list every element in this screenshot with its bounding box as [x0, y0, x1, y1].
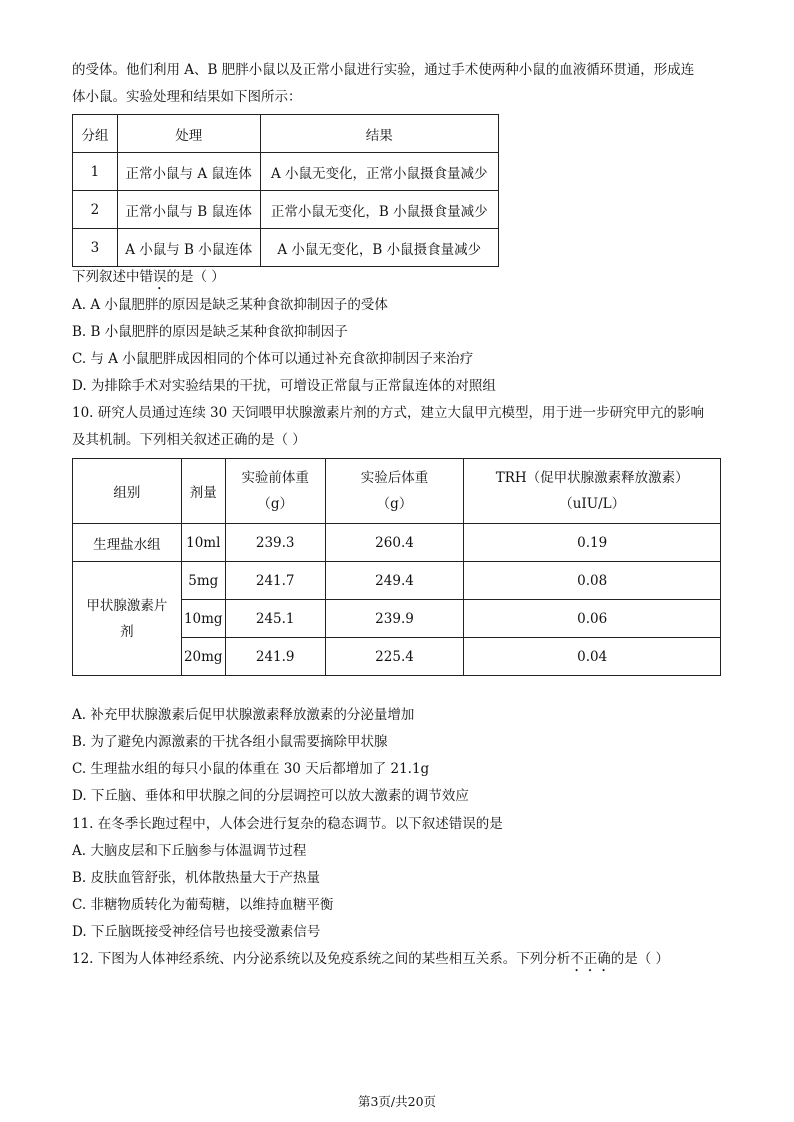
table-cell: 225.4: [325, 638, 464, 676]
table-cell: 10ml: [181, 524, 225, 562]
table-cell: 0.08: [464, 562, 721, 600]
table-cell: 正常小鼠与 B 鼠连体: [117, 191, 260, 229]
table-header: [325, 459, 464, 524]
table-cell: 20mg: [181, 638, 225, 676]
header-trh-line2: （uIU/L）: [559, 496, 626, 512]
table-cell: 正常小鼠无变化，B 小鼠摄食量减少: [260, 191, 498, 229]
q11-stem: 11. 在冬季长跑过程中，人体会进行复杂的稳态调节。以下叙述错误的是: [72, 816, 503, 832]
q10-option-d: D. 下丘脑、垂体和甲状腺之间的分层调控可以放大激素的调节效应: [72, 788, 469, 804]
table-row: [73, 153, 499, 191]
experiment-table: [72, 114, 499, 267]
q9-option-d: D. 为排除手术对实验结果的干扰，可增设正常鼠与正常鼠连体的对照组: [72, 378, 496, 394]
group-label-line1: 甲状腺激素片: [86, 597, 168, 614]
table-cell: 2: [73, 191, 118, 229]
q9-option-a: A. A 小鼠肥胖的原因是缺乏某种食欲抑制因子的受体: [72, 297, 388, 313]
table-header: 处理: [117, 115, 260, 153]
q10-stem-line-1: 10. 研究人员通过连续 30 天饲喂甲状腺激素片剂的方式，建立大鼠甲亢模型，用于进一步研究甲亢的影响: [72, 405, 705, 421]
table-cell: 10mg: [181, 600, 225, 638]
table-cell: 239.3: [225, 524, 325, 562]
table-header-row: [73, 115, 499, 153]
table-row: [73, 524, 721, 562]
q12-emphasis: 不正确: [570, 951, 611, 967]
table-cell: 正常小鼠与 A 鼠连体: [117, 153, 260, 191]
table-header-row: [73, 459, 721, 524]
thyroid-table: [72, 458, 721, 676]
header-before-line2: （g）: [257, 496, 294, 512]
table-header: 剂量: [181, 459, 225, 524]
table-cell: 0.19: [464, 524, 721, 562]
q12-stem: [72, 949, 669, 975]
q10-stem-line-2: 及其机制。下列相关叙述正确的是（ ）: [72, 432, 306, 448]
q11-option-d: D. 下丘脑既接受神经信号也接受激素信号: [72, 924, 321, 940]
q10-option-b: B. 为了避免内源激素的干扰各组小鼠需要摘除甲状腺: [72, 734, 388, 750]
table-cell: A 小鼠与 B 小鼠连体: [117, 229, 260, 267]
table-cell: A 小鼠无变化，B 小鼠摄食量减少: [260, 229, 498, 267]
table-cell: 3: [73, 229, 118, 267]
q11-option-a: A. 大脑皮层和下丘脑参与体温调节过程: [72, 843, 307, 859]
q9-option-c: C. 与 A 小鼠肥胖成因相同的个体可以通过补充食欲抑制因子来治疗: [72, 351, 474, 367]
table-cell: 0.04: [464, 638, 721, 676]
table-header: 分组: [73, 115, 118, 153]
table-cell: A 小鼠无变化，正常小鼠摄食量减少: [260, 153, 498, 191]
table-cell: 0.06: [464, 600, 721, 638]
header-before-line1: 实验前体重: [241, 470, 309, 486]
table-cell: 239.9: [325, 600, 464, 638]
q9-stem: [72, 267, 225, 293]
q9-stem-text: 下列叙述中错: [72, 269, 153, 285]
table-cell: 260.4: [325, 524, 464, 562]
q10-option-a: A. 补充甲状腺激素后促甲状腺激素释放激素的分泌量增加: [72, 707, 415, 723]
page-number: 第3页/共20页: [357, 1094, 437, 1109]
q10-option-c: C. 生理盐水组的每只小鼠的体重在 30 天后都增加了 21.1g: [72, 761, 430, 777]
group-label-line2: 剂: [120, 623, 134, 640]
table-cell: 241.7: [225, 562, 325, 600]
q12-stem-tail: 的是（ ）: [610, 951, 670, 967]
table-cell-group: [73, 562, 182, 676]
intro-line-1: 的受体。他们利用 A、B 肥胖小鼠以及正常小鼠进行实验，通过手术使两种小鼠的血液循环贯通，形成连: [72, 62, 695, 78]
table-cell: 245.1: [225, 600, 325, 638]
table-header: 结果: [260, 115, 498, 153]
table-cell: 249.4: [325, 562, 464, 600]
table-row: [73, 229, 499, 267]
table-header: [464, 459, 721, 524]
header-after-line1: 实验后体重: [360, 470, 429, 486]
intro-line-2: 体小鼠。实验处理和结果如下图所示：: [72, 89, 302, 105]
table-header: 组别: [73, 459, 182, 524]
header-trh-line1: TRH（促甲状腺激素释放激素）: [495, 470, 689, 486]
q9-emphasis: 误: [153, 269, 167, 285]
q11-option-b: B. 皮肤血管舒张，机体散热量大于产热量: [72, 870, 321, 886]
q12-stem-text: 12. 下图为人体神经系统、内分泌系统以及免疫系统之间的某些相互关系。下列分析: [72, 951, 571, 967]
table-cell: 1: [73, 153, 118, 191]
table-row: [73, 191, 499, 229]
table-header: [225, 459, 325, 524]
table-cell: 5mg: [181, 562, 225, 600]
header-after-line2: （g）: [376, 496, 413, 512]
q9-option-b: B. B 小鼠肥胖的原因是缺乏某种食欲抑制因子: [72, 324, 348, 340]
table-row: [73, 562, 721, 600]
q11-option-c: C. 非糖物质转化为葡萄糖，以维持血糖平衡: [72, 897, 334, 913]
table-cell: 241.9: [225, 638, 325, 676]
table-cell: 生理盐水组: [73, 524, 182, 562]
q9-stem-tail: 的是（ ）: [166, 269, 225, 285]
